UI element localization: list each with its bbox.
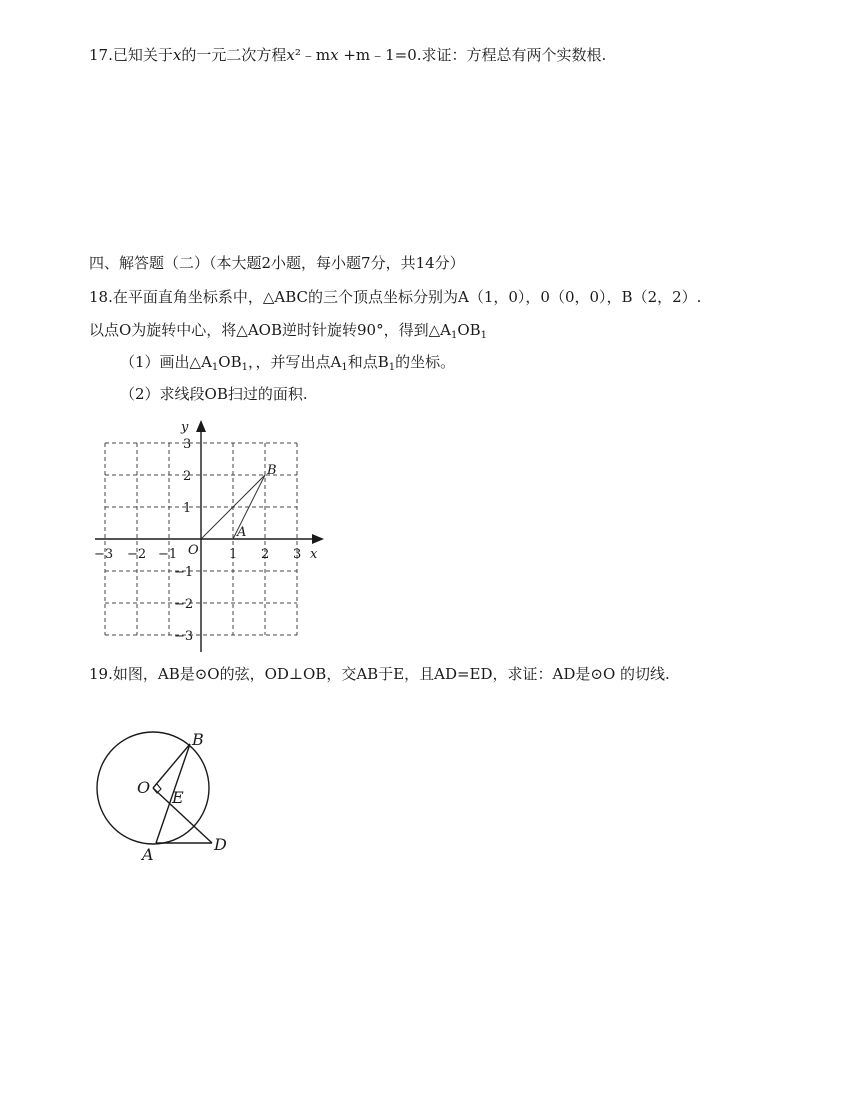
y-tick-2: 2 xyxy=(183,469,192,484)
axes xyxy=(95,420,324,652)
y-tick-neg1: −1 xyxy=(174,565,194,580)
y-tick-neg2: −2 xyxy=(174,597,194,612)
label-O: O xyxy=(137,778,151,797)
q18-line1: 18.在平面直角坐标系中，△ABC的三个顶点坐标分别为A（1，0），0（0，0），B（2，2）. xyxy=(89,288,702,306)
point-a-label: A xyxy=(237,525,247,540)
x-axis-label: x xyxy=(310,547,318,562)
origin-label: O xyxy=(188,543,199,558)
q18-part1: （1）画出$\triangle A_1OB_1$，，并写出点$A_1$和点$B_1$的坐标。 xyxy=(120,353,456,373)
q17-number: 17. xyxy=(89,46,113,64)
x-tick-neg3: −3 xyxy=(94,547,114,562)
label-E: E xyxy=(172,788,184,807)
point-b-label: B xyxy=(267,463,277,478)
label-A: A xyxy=(142,845,154,864)
q17-text: 17.已知关于x的一元二次方程x²﹣mx +m﹣1=0.求证：方程总有两个实数根. xyxy=(89,46,607,64)
x-tick-neg1: −1 xyxy=(158,547,178,562)
x-tick-neg2: −2 xyxy=(127,547,147,562)
q18-line2: 以点O为旋转中心，将△AOB逆时针旋转90°，得到$\triangle A_1OB_1$ xyxy=(89,321,488,341)
label-D: D xyxy=(214,835,227,854)
x-tick-3: 3 xyxy=(293,547,302,562)
y-axis-label: y xyxy=(181,420,189,435)
x-tick-1: 1 xyxy=(229,547,238,562)
section-heading: 四、解答题（二）（本大题2小题，每小题7分，共14分） xyxy=(89,254,465,272)
x-tick-2: 2 xyxy=(261,547,270,562)
y-tick-1: 1 xyxy=(183,501,192,516)
q19-text: 19.如图，AB是⊙O的弦，OD⊥OB，交AB于E，且AD=ED，求证：AD是⊙O 的切线. xyxy=(89,665,670,683)
y-tick-neg3: −3 xyxy=(174,629,194,644)
q18-part2: （2）求线段OB扫过的面积. xyxy=(120,385,308,403)
label-B: B xyxy=(192,730,204,749)
y-tick-3: 3 xyxy=(183,437,192,452)
